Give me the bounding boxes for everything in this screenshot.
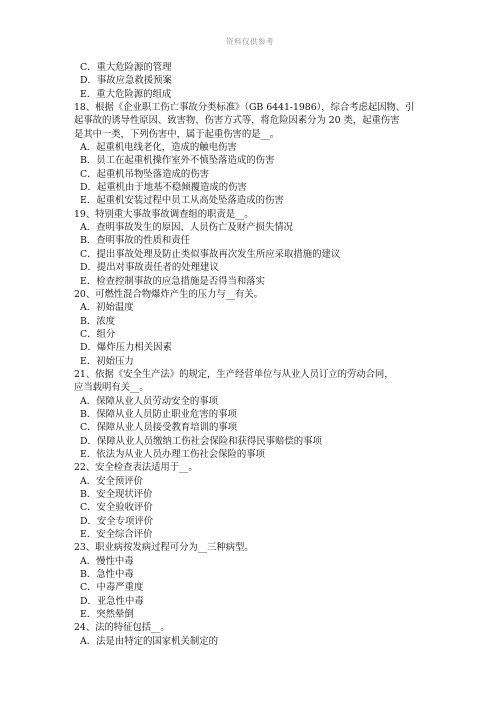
page-header: 资料仅供参考	[226, 37, 274, 46]
answer-option: E．安全综合评价	[80, 529, 153, 541]
question-text-line: 23、职业病按发病过程可分为__三种病型。	[74, 542, 254, 554]
question-text-line: 22、安全检查表法适用于__。	[74, 462, 198, 474]
answer-option: C．组分	[80, 328, 116, 340]
answer-option: D．亚急性中毒	[80, 595, 144, 607]
answer-option: A．法是由特定的国家机关制定的	[80, 635, 219, 647]
answer-option: A．初始温度	[80, 302, 134, 314]
question-text-line: 起事故的诱导性原因、致害物、伤害方式等，将危险因素分为 20 类，起重伤害	[74, 115, 400, 127]
answer-option: C．安全验收评价	[80, 502, 153, 514]
answer-option: B．保障从业人员防止职业危害的事项	[80, 408, 237, 420]
answer-option: C．起重机吊物坠落造成的伤害	[80, 168, 210, 180]
answer-option: B．浓度	[80, 315, 116, 327]
question-text-line: 21、依据《安全生产法》的规定，生产经营单位与从业人员订立的劳动合同，	[74, 368, 394, 380]
answer-option: B．员工在起重机操作室外不慎坠落造成的伤害	[80, 155, 275, 167]
answer-option: E．重大危险源的组成	[80, 88, 172, 100]
answer-option: E．依法为从业人员办理工伤社会保险的事项	[80, 448, 265, 460]
answer-option: B．查明事故的性质和责任	[80, 235, 191, 247]
answer-option: E．检查控制事故的应急措施是否得当和落实	[80, 275, 265, 287]
question-text-line: 应当载明有关__。	[74, 382, 149, 394]
answer-option: A．慢性中毒	[80, 555, 134, 567]
document-body	[74, 61, 436, 648]
answer-option: D．保障从业人员缴纳工伤社会保险和获得民事赔偿的事项	[80, 435, 322, 447]
answer-option: A．起重机电线老化，造成的触电伤害	[80, 142, 237, 154]
answer-option: C．重大危险源的管理	[80, 62, 172, 73]
answer-option: A．查明事故发生的原因、人员伤亡及财产损失情况	[80, 222, 294, 234]
answer-option: D．爆炸压力相关因素	[80, 342, 172, 354]
answer-option: C．保障从业人员接受教育培训的事项	[80, 422, 238, 434]
answer-option: E．起重机安装过程中员工从高处坠落造成的伤害	[80, 195, 284, 207]
answer-option: D．事故应急救援预案	[80, 75, 172, 87]
answer-option: B．急性中毒	[80, 569, 134, 581]
answer-option: A．保障从业人员劳动安全的事项	[80, 395, 219, 407]
answer-option: A．安全预评价	[80, 475, 144, 487]
question-text-line: 20、可燃性混合物爆炸产生的压力与__有关。	[74, 288, 263, 300]
answer-option: D．安全专项评价	[80, 515, 154, 527]
answer-option: B．安全现状评价	[80, 489, 153, 500]
answer-option: C．提出事故处理及防止类似事故再次发生所应采取措施的建议	[80, 248, 341, 260]
answer-option: E．突然晕倒	[80, 609, 134, 621]
answer-option: C．中毒严重度	[80, 582, 144, 594]
question-text-line: 18、根据《企业职工伤亡事故分类标准》（GB 6441-1986），综合考虑起因物、引	[74, 102, 415, 114]
question-text-line: 24、法的特征包括__。	[74, 622, 170, 634]
answer-option: D．提出对事故责任者的处理建议	[80, 262, 219, 274]
answer-option: E．初始压力	[80, 355, 134, 367]
answer-option: D．起重机由于地基不稳倾覆造成的伤害	[80, 182, 247, 194]
question-text-line: 19、特别重大事故事故调查组的职责是__。	[74, 208, 254, 220]
question-text-line: 是其中一类，下列伤害中，属于起重伤害的是__。	[74, 128, 280, 140]
